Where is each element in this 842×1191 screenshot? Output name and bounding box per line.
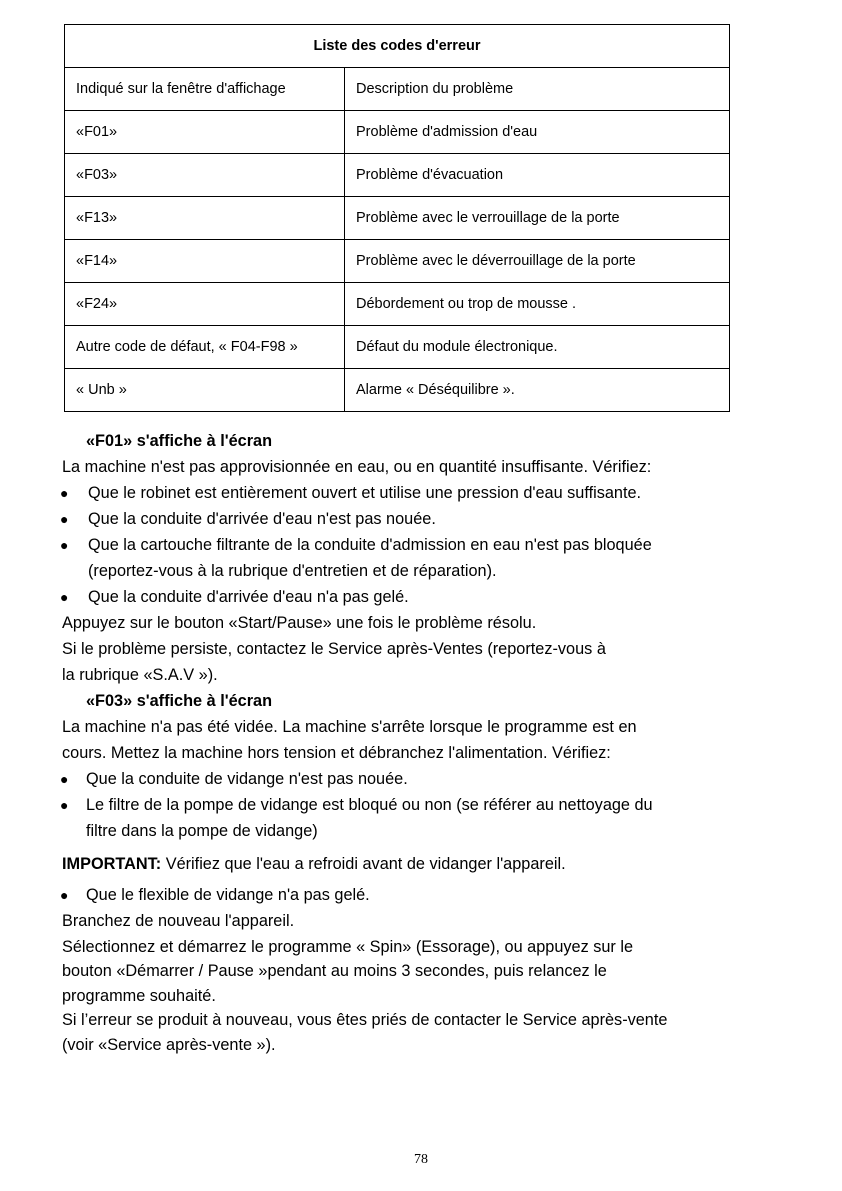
f03-intro-2: cours. Mettez la machine hors tension et débranchez l'alimentation. Vérifiez: xyxy=(62,744,611,762)
bullet-dot: ● xyxy=(60,589,69,605)
f01-after-1: Appuyez sur le bouton «Start/Pause» une fois le problème résolu. xyxy=(62,614,537,632)
f03-bullet-2: Le filtre de la pompe de vidange est bloqué ou non (se référer au nettoyage du xyxy=(86,796,653,814)
header-description: Description du problème xyxy=(345,68,730,111)
important-label: IMPORTANT: xyxy=(62,855,162,873)
error-description: Problème avec le verrouillage de la porte xyxy=(345,197,730,240)
error-description: Alarme « Déséquilibre ». xyxy=(345,369,730,412)
f01-after-3: la rubrique «S.A.V »). xyxy=(62,666,218,684)
bullet-dot: ● xyxy=(60,797,69,813)
f03-line-6: (voir «Service après-vente »). xyxy=(62,1036,276,1054)
bullet-dot: ● xyxy=(60,511,69,527)
error-code: «F24» xyxy=(65,283,345,326)
error-code: Autre code de défaut, « F04-F98 » xyxy=(65,326,345,369)
f03-line-4: programme souhaité. xyxy=(62,987,216,1005)
table-row xyxy=(65,154,730,197)
f01-heading: «F01» s'affiche à l'écran xyxy=(86,432,273,450)
error-code: «F13» xyxy=(65,197,345,240)
f03-line-2: Sélectionnez et démarrez le programme « Spin» (Essorage), ou appuyez sur le xyxy=(62,938,634,956)
table-row xyxy=(65,197,730,240)
important-note xyxy=(62,851,566,877)
f03-line-5: Si l’erreur se produit à nouveau, vous êtes priés de contacter le Service après-vente xyxy=(62,1011,668,1029)
f01-bullet-1: Que le robinet est entièrement ouvert et utilise une pression d'eau suffisante. xyxy=(88,484,642,502)
error-description: Problème d'évacuation xyxy=(345,154,730,197)
f01-bullet-2: Que la conduite d'arrivée d'eau n'est pas nouée. xyxy=(88,510,436,528)
header-display: Indiqué sur la fenêtre d'affichage xyxy=(65,68,345,111)
page-number: 78 xyxy=(414,1152,428,1167)
f01-bullet-4: Que la conduite d'arrivée d'eau n'a pas gelé. xyxy=(88,588,409,606)
table-title-row xyxy=(65,25,730,68)
f03-line-3: bouton «Démarrer / Pause »pendant au moins 3 secondes, puis relancez le xyxy=(62,962,607,980)
table-header-row xyxy=(65,68,730,111)
f03-line-1: Branchez de nouveau l'appareil. xyxy=(62,912,295,930)
error-code: « Unb » xyxy=(65,369,345,412)
table-row xyxy=(65,111,730,154)
bullet-dot: ● xyxy=(60,485,69,501)
f03-bullet-1: Que la conduite de vidange n'est pas nouée. xyxy=(86,770,408,788)
error-description: Problème d'admission d'eau xyxy=(345,111,730,154)
error-code: «F01» xyxy=(65,111,345,154)
error-description: Débordement ou trop de mousse . xyxy=(345,283,730,326)
table-title: Liste des codes d'erreur xyxy=(65,25,730,68)
bullet-dot: ● xyxy=(60,771,69,787)
error-code: «F14» xyxy=(65,240,345,283)
f03-bullet-2-continued: filtre dans la pompe de vidange) xyxy=(86,822,318,840)
bullet-dot: ● xyxy=(60,887,69,903)
table-row xyxy=(65,326,730,369)
error-description: Défaut du module électronique. xyxy=(345,326,730,369)
bullet-dot: ● xyxy=(60,537,69,553)
f01-bullet-3: Que la cartouche filtrante de la conduite d'admission en eau n'est pas bloquée xyxy=(88,536,652,554)
table-row xyxy=(65,240,730,283)
f01-intro: La machine n'est pas approvisionnée en eau, ou en quantité insuffisante. Vérifiez: xyxy=(62,458,652,476)
f01-bullet-3-continued: (reportez-vous à la rubrique d'entretien et de réparation). xyxy=(88,562,497,580)
f03-bullet-3: Que le flexible de vidange n'a pas gelé. xyxy=(86,886,370,904)
f01-after-2: Si le problème persiste, contactez le Service après-Ventes (reportez-vous à xyxy=(62,640,606,658)
error-code: «F03» xyxy=(65,154,345,197)
important-text: Vérifiez que l'eau a refroidi avant de vidanger l'appareil. xyxy=(161,855,566,873)
table-row xyxy=(65,369,730,412)
f03-intro-1: La machine n'a pas été vidée. La machine s'arrête lorsque le programme est en xyxy=(62,718,637,736)
table-row xyxy=(65,283,730,326)
error-description: Problème avec le déverrouillage de la porte xyxy=(345,240,730,283)
f03-heading: «F03» s'affiche à l'écran xyxy=(86,692,273,710)
error-codes-table xyxy=(64,24,730,412)
